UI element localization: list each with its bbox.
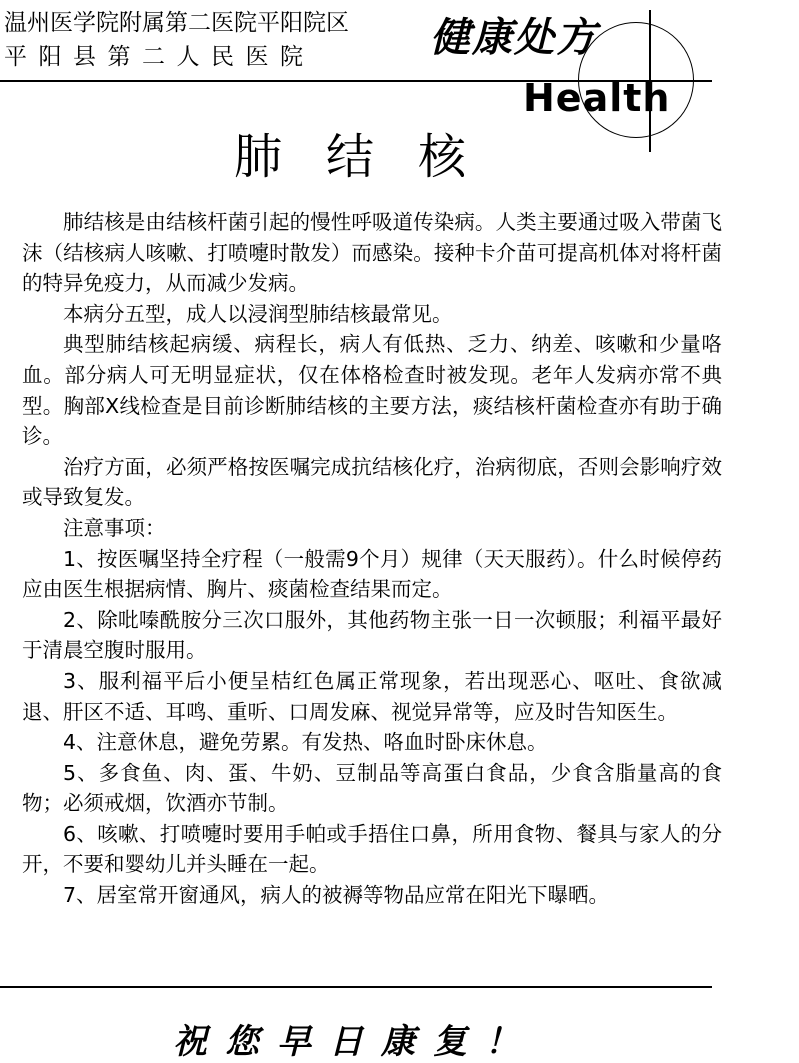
paragraph: 典型肺结核起病缓、病程长，病人有低热、乏力、纳差、咳嗽和少量咯血。部分病人可无明显症状，仅在体格检查时被发现。老年人发病亦常不典型。胸部X线检查是目前诊断肺结核的主要方法，痰结核杆菌检查亦有助于确诊。	[22, 332, 722, 449]
paragraph: 本病分五型，成人以浸润型肺结核最常见。	[63, 301, 453, 326]
brand-english: Health	[523, 76, 671, 120]
article-body	[22, 207, 722, 911]
page-title: 肺结核	[233, 129, 510, 185]
note-item: 7、居室常开窗通风，病人的被褥等物品应常在阳光下曝晒。	[63, 883, 610, 908]
note-item: 4、注意休息，避免劳累。有发热、咯血时卧床休息。	[63, 730, 548, 755]
note-item: 5、多食鱼、肉、蛋、牛奶、豆制品等高蛋白食品，少食含脂量高的食物；必须戒烟，饮酒亦节制。	[22, 760, 722, 816]
paragraph: 肺结核是由结核杆菌引起的慢性呼吸道传染病。人类主要通过吸入带菌飞沫（结核病人咳嗽、打喷嚏时散发）而感染。接种卡介苗可提高机体对将杆菌的特异免疫力，从而减少发病。	[22, 210, 722, 296]
closing-wish: 祝您早日康复！	[173, 1022, 537, 1062]
hospital-name-line1: 温州医学院附属第二医院平阳院区	[4, 10, 349, 36]
note-item: 2、除吡嗪酰胺分三次口服外，其他药物主张一日一次顿服；利福平最好于清晨空腹时服用。	[22, 607, 722, 663]
note-item: 3、服利福平后小便呈桔红色属正常现象，若出现恶心、呕吐、食欲减退、肝区不适、耳鸣、重听、口周发麻、视觉异常等，应及时告知医生。	[22, 668, 722, 724]
notes-heading: 注意事项：	[63, 515, 166, 540]
paragraph: 治疗方面，必须严格按医嘱完成抗结核化疗，治病彻底，否则会影响疗效或导致复发。	[22, 454, 722, 510]
hospital-name-line2: 平阳县第二人民医院	[4, 44, 315, 70]
note-item: 1、按医嘱坚持全疗程（一般需9个月）规律（天天服药）。什么时候停药应由医生根据病情、胸片、痰菌检查结果而定。	[22, 546, 722, 602]
brand-title: 健康处方	[430, 14, 598, 61]
note-item: 6、咳嗽、打喷嚏时要用手帕或手捂住口鼻，所用食物、餐具与家人的分开，不要和婴幼儿并头睡在一起。	[22, 821, 722, 877]
footer-rule	[0, 986, 712, 988]
